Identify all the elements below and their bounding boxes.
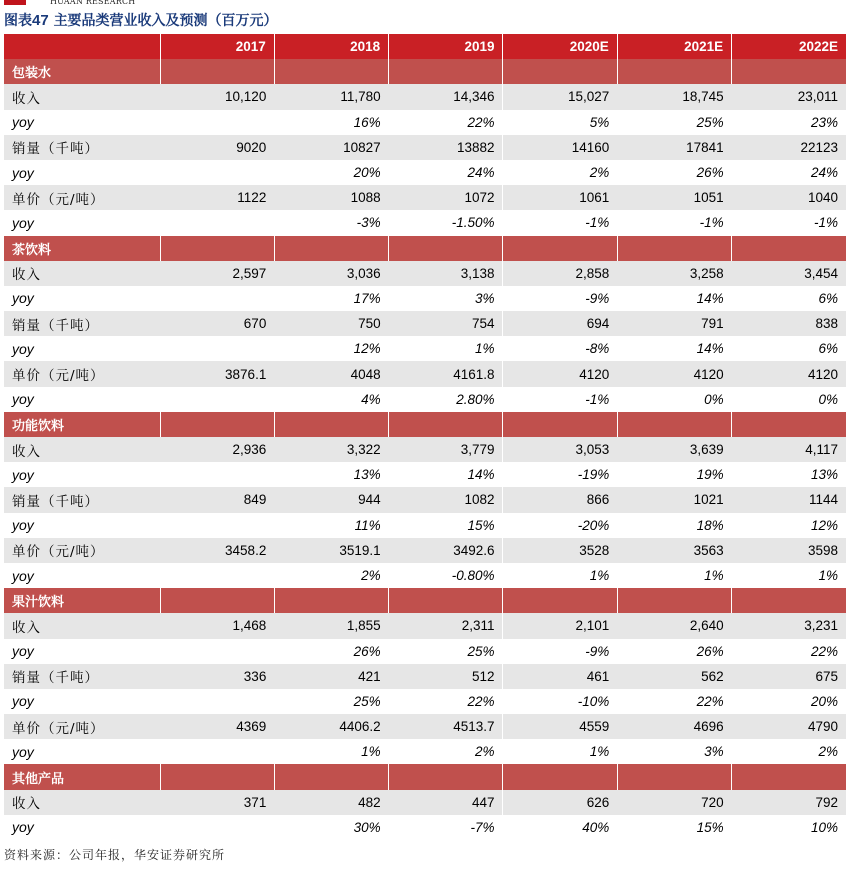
value-cell: 19% [617, 462, 731, 487]
value-cell: 3876.1 [160, 361, 274, 386]
section-cell [617, 236, 731, 261]
value-cell: 14% [617, 286, 731, 311]
value-cell [160, 110, 274, 135]
section-cell [160, 236, 274, 261]
figure-title-text: 主要品类营业收入及预测（百万元） [53, 13, 278, 29]
value-cell: 14,346 [389, 84, 503, 109]
table-header-row [4, 34, 846, 59]
value-cell: 4790 [732, 714, 846, 739]
section-cell [503, 236, 617, 261]
section-cell [160, 588, 274, 613]
value-cell: 18% [617, 513, 731, 538]
value-cell: 13% [274, 462, 388, 487]
value-cell: 1% [503, 739, 617, 764]
value-cell: 482 [274, 790, 388, 815]
value-cell: 12% [732, 513, 846, 538]
value-cell: -1% [503, 387, 617, 412]
row-label: yoy [4, 639, 160, 664]
section-row [4, 236, 846, 261]
section-cell [617, 764, 731, 789]
row-label: 单价（元/吨） [4, 185, 160, 210]
value-cell: 10,120 [160, 84, 274, 109]
value-cell: 23% [732, 110, 846, 135]
value-cell: 1% [617, 563, 731, 588]
value-cell: -8% [503, 336, 617, 361]
value-cell: 6% [732, 286, 846, 311]
value-cell: 26% [617, 639, 731, 664]
value-cell [160, 689, 274, 714]
value-cell: 371 [160, 790, 274, 815]
value-cell [160, 513, 274, 538]
value-cell: 12% [274, 336, 388, 361]
value-cell: -20% [503, 513, 617, 538]
brand-bar [0, 0, 854, 8]
value-cell: 2.80% [389, 387, 503, 412]
value-cell: 6% [732, 336, 846, 361]
value-cell: 675 [732, 664, 846, 689]
value-cell: 3458.2 [160, 538, 274, 563]
value-cell: 40% [503, 815, 617, 840]
section-cell [274, 588, 388, 613]
value-cell: 4559 [503, 714, 617, 739]
row-label: yoy [4, 462, 160, 487]
value-cell: 14% [617, 336, 731, 361]
metric-row [4, 84, 846, 109]
value-cell: 2,101 [503, 613, 617, 638]
row-label: yoy [4, 387, 160, 412]
value-cell: 15% [389, 513, 503, 538]
value-cell: 1122 [160, 185, 274, 210]
yoy-row [4, 210, 846, 235]
value-cell: 720 [617, 790, 731, 815]
section-cell [274, 59, 388, 84]
value-cell: 14% [389, 462, 503, 487]
section-row [4, 764, 846, 789]
yoy-row [4, 286, 846, 311]
value-cell: 1051 [617, 185, 731, 210]
value-cell: -1.50% [389, 210, 503, 235]
header-cell: 2022E [732, 34, 846, 59]
value-cell: 1% [732, 563, 846, 588]
value-cell: 3,138 [389, 261, 503, 286]
value-cell: 22% [389, 689, 503, 714]
value-cell: -1% [503, 210, 617, 235]
value-cell: 792 [732, 790, 846, 815]
value-cell: 0% [617, 387, 731, 412]
section-cell [160, 412, 274, 437]
value-cell: 3,639 [617, 437, 731, 462]
section-cell [732, 412, 846, 437]
section-cell [389, 588, 503, 613]
section-name: 果汁饮料 [4, 588, 160, 613]
value-cell: 9020 [160, 135, 274, 160]
value-cell: 1,855 [274, 613, 388, 638]
brand-name: HUAAN RESEARCH [50, 0, 136, 6]
section-row [4, 59, 846, 84]
value-cell: 3563 [617, 538, 731, 563]
row-label: yoy [4, 815, 160, 840]
value-cell [160, 815, 274, 840]
row-label: yoy [4, 563, 160, 588]
row-label: yoy [4, 210, 160, 235]
value-cell: 4406.2 [274, 714, 388, 739]
value-cell [160, 462, 274, 487]
value-cell: -9% [503, 286, 617, 311]
value-cell: 694 [503, 311, 617, 336]
header-cell: 2017 [160, 34, 274, 59]
value-cell: -1% [617, 210, 731, 235]
value-cell: -19% [503, 462, 617, 487]
metric-row [4, 664, 846, 689]
yoy-row [4, 462, 846, 487]
value-cell: -9% [503, 639, 617, 664]
yoy-row [4, 739, 846, 764]
row-label: 收入 [4, 613, 160, 638]
value-cell: 3,779 [389, 437, 503, 462]
value-cell: 20% [732, 689, 846, 714]
section-cell [732, 588, 846, 613]
value-cell: 849 [160, 487, 274, 512]
metric-row [4, 261, 846, 286]
section-cell [160, 59, 274, 84]
value-cell: 4161.8 [389, 361, 503, 386]
value-cell [160, 563, 274, 588]
table-body [4, 59, 846, 840]
value-cell: 2,936 [160, 437, 274, 462]
value-cell: 22% [617, 689, 731, 714]
value-cell: 1021 [617, 487, 731, 512]
value-cell: 461 [503, 664, 617, 689]
figure-number: 47 [32, 12, 49, 29]
row-label: 收入 [4, 790, 160, 815]
source-note: 资料来源：公司年报，华安证券研究所 [4, 848, 226, 862]
metric-row [4, 613, 846, 638]
section-cell [274, 236, 388, 261]
row-label: yoy [4, 739, 160, 764]
yoy-row [4, 639, 846, 664]
row-label: 单价（元/吨） [4, 361, 160, 386]
value-cell: 4513.7 [389, 714, 503, 739]
value-cell: 24% [389, 160, 503, 185]
value-cell: 3,231 [732, 613, 846, 638]
value-cell: 2,858 [503, 261, 617, 286]
row-label: yoy [4, 336, 160, 361]
value-cell: 750 [274, 311, 388, 336]
value-cell: 4% [274, 387, 388, 412]
section-cell [503, 59, 617, 84]
metric-row [4, 135, 846, 160]
row-label: 单价（元/吨） [4, 538, 160, 563]
value-cell: 1061 [503, 185, 617, 210]
figure-title [4, 10, 278, 32]
row-label: yoy [4, 286, 160, 311]
value-cell: 0% [732, 387, 846, 412]
value-cell: 4120 [503, 361, 617, 386]
value-cell: 24% [732, 160, 846, 185]
value-cell: 25% [389, 639, 503, 664]
value-cell: 4369 [160, 714, 274, 739]
value-cell: 447 [389, 790, 503, 815]
value-cell: 13882 [389, 135, 503, 160]
section-cell [503, 588, 617, 613]
value-cell: 1% [274, 739, 388, 764]
row-label: 收入 [4, 84, 160, 109]
value-cell: 866 [503, 487, 617, 512]
section-cell [389, 59, 503, 84]
value-cell: 1088 [274, 185, 388, 210]
value-cell: 16% [274, 110, 388, 135]
section-cell [503, 412, 617, 437]
value-cell: 22123 [732, 135, 846, 160]
value-cell: 3% [617, 739, 731, 764]
value-cell [160, 210, 274, 235]
figure-title-prefix: 图表 [4, 13, 32, 29]
value-cell: 944 [274, 487, 388, 512]
metric-row [4, 185, 846, 210]
section-row [4, 412, 846, 437]
value-cell: 1% [503, 563, 617, 588]
value-cell: 26% [274, 639, 388, 664]
section-cell [389, 764, 503, 789]
value-cell: 1040 [732, 185, 846, 210]
metric-row [4, 311, 846, 336]
section-cell [617, 412, 731, 437]
section-cell [274, 412, 388, 437]
value-cell: 754 [389, 311, 503, 336]
metric-row [4, 437, 846, 462]
section-cell [160, 764, 274, 789]
yoy-row [4, 387, 846, 412]
value-cell: 30% [274, 815, 388, 840]
revenue-forecast-table [4, 34, 846, 840]
value-cell: 25% [274, 689, 388, 714]
value-cell: 3528 [503, 538, 617, 563]
section-cell [732, 236, 846, 261]
yoy-row [4, 815, 846, 840]
value-cell: 512 [389, 664, 503, 689]
header-cell: 2018 [274, 34, 388, 59]
header-cell [4, 34, 160, 59]
value-cell: 2,640 [617, 613, 731, 638]
value-cell: 2% [274, 563, 388, 588]
value-cell: 25% [617, 110, 731, 135]
value-cell: 3,053 [503, 437, 617, 462]
value-cell: 670 [160, 311, 274, 336]
section-cell [732, 764, 846, 789]
value-cell: 4120 [732, 361, 846, 386]
value-cell [160, 387, 274, 412]
row-label: 销量（千吨） [4, 487, 160, 512]
value-cell: 1,468 [160, 613, 274, 638]
value-cell: 14160 [503, 135, 617, 160]
value-cell: -7% [389, 815, 503, 840]
row-label: 销量（千吨） [4, 135, 160, 160]
value-cell: 18,745 [617, 84, 731, 109]
section-row [4, 588, 846, 613]
yoy-row [4, 563, 846, 588]
value-cell: 2,597 [160, 261, 274, 286]
value-cell: 11% [274, 513, 388, 538]
section-cell [503, 764, 617, 789]
value-cell: -3% [274, 210, 388, 235]
section-cell [732, 59, 846, 84]
yoy-row [4, 336, 846, 361]
row-label: 收入 [4, 437, 160, 462]
section-name: 茶饮料 [4, 236, 160, 261]
value-cell: 626 [503, 790, 617, 815]
value-cell: 15,027 [503, 84, 617, 109]
value-cell: 2% [503, 160, 617, 185]
value-cell: 26% [617, 160, 731, 185]
value-cell: 10% [732, 815, 846, 840]
value-cell: 1072 [389, 185, 503, 210]
value-cell: 1144 [732, 487, 846, 512]
row-label: 收入 [4, 261, 160, 286]
row-label: 销量（千吨） [4, 664, 160, 689]
value-cell: 3492.6 [389, 538, 503, 563]
yoy-row [4, 110, 846, 135]
metric-row [4, 487, 846, 512]
value-cell: 4120 [617, 361, 731, 386]
value-cell: 15% [617, 815, 731, 840]
value-cell: 1082 [389, 487, 503, 512]
value-cell: 791 [617, 311, 731, 336]
value-cell: 3519.1 [274, 538, 388, 563]
header-cell: 2020E [503, 34, 617, 59]
value-cell: 4,117 [732, 437, 846, 462]
value-cell: 3598 [732, 538, 846, 563]
metric-row [4, 714, 846, 739]
yoy-row [4, 689, 846, 714]
value-cell: 562 [617, 664, 731, 689]
value-cell: 17841 [617, 135, 731, 160]
brand-logo-mark [4, 0, 26, 5]
value-cell: 336 [160, 664, 274, 689]
value-cell: 2% [732, 739, 846, 764]
value-cell: -1% [732, 210, 846, 235]
section-name: 其他产品 [4, 764, 160, 789]
value-cell: 3,322 [274, 437, 388, 462]
value-cell: 3,258 [617, 261, 731, 286]
value-cell: 421 [274, 664, 388, 689]
row-label: yoy [4, 689, 160, 714]
value-cell: 13% [732, 462, 846, 487]
value-cell: 17% [274, 286, 388, 311]
header-cell: 2019 [389, 34, 503, 59]
value-cell [160, 639, 274, 664]
value-cell [160, 160, 274, 185]
value-cell: -10% [503, 689, 617, 714]
value-cell: 22% [732, 639, 846, 664]
section-name: 功能饮料 [4, 412, 160, 437]
value-cell: 20% [274, 160, 388, 185]
row-label: 单价（元/吨） [4, 714, 160, 739]
value-cell: 22% [389, 110, 503, 135]
value-cell: 4696 [617, 714, 731, 739]
row-label: yoy [4, 513, 160, 538]
section-cell [274, 764, 388, 789]
value-cell: 1% [389, 336, 503, 361]
value-cell [160, 286, 274, 311]
value-cell: 5% [503, 110, 617, 135]
section-name: 包装水 [4, 59, 160, 84]
section-cell [389, 236, 503, 261]
value-cell: 3,454 [732, 261, 846, 286]
metric-row [4, 361, 846, 386]
metric-row [4, 538, 846, 563]
value-cell: 3% [389, 286, 503, 311]
section-cell [389, 412, 503, 437]
value-cell [160, 336, 274, 361]
yoy-row [4, 513, 846, 538]
section-cell [617, 59, 731, 84]
value-cell: 2,311 [389, 613, 503, 638]
value-cell: 4048 [274, 361, 388, 386]
row-label: 销量（千吨） [4, 311, 160, 336]
section-cell [617, 588, 731, 613]
value-cell: 11,780 [274, 84, 388, 109]
metric-row [4, 790, 846, 815]
row-label: yoy [4, 160, 160, 185]
value-cell: 3,036 [274, 261, 388, 286]
value-cell: 10827 [274, 135, 388, 160]
value-cell: 2% [389, 739, 503, 764]
value-cell: -0.80% [389, 563, 503, 588]
value-cell: 838 [732, 311, 846, 336]
row-label: yoy [4, 110, 160, 135]
yoy-row [4, 160, 846, 185]
value-cell: 23,011 [732, 84, 846, 109]
header-cell: 2021E [617, 34, 731, 59]
value-cell [160, 739, 274, 764]
